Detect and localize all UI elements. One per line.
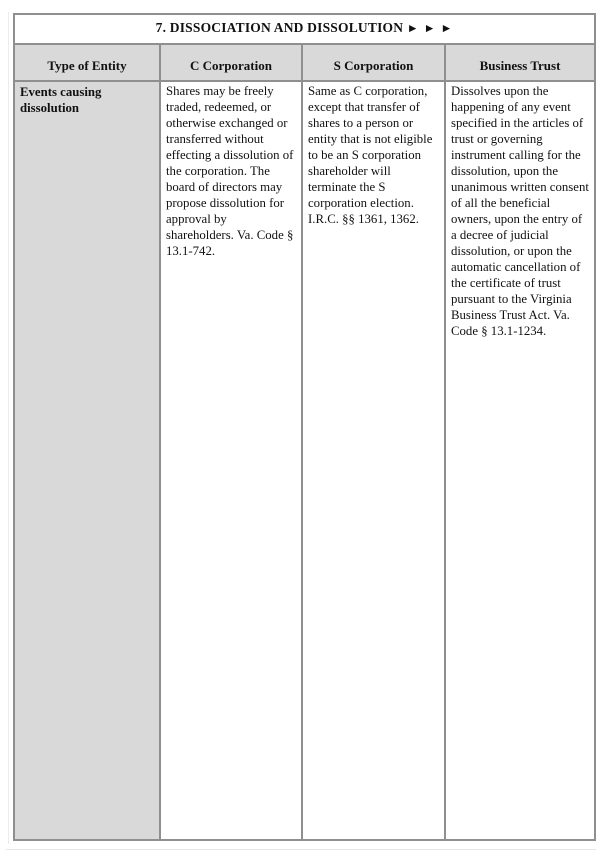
column-header-type-of-entity: Type of Entity xyxy=(14,44,160,80)
triple-arrow-icon: ► ► ► xyxy=(406,21,454,36)
row-label-events-causing-dissolution: Events causing dissolution xyxy=(14,81,160,840)
column-header-business-trust: Business Trust xyxy=(445,44,595,80)
column-header-c-corporation: C Corporation xyxy=(160,44,302,80)
scan-artifact-horizontal-line xyxy=(6,849,596,850)
cell-c-corporation-dissolution: Shares may be freely traded, redeemed, or otherwise exchanged or transferred without effecting a dissolution of the corporation. The board of directors may propose dissolution for approval by shareholders. Va. Code § 13.1-742. xyxy=(160,81,302,840)
table-title xyxy=(14,14,595,44)
table-title-text: 7. DISSOCIATION AND DISSOLUTION xyxy=(155,20,404,36)
dissolution-comparison-table xyxy=(13,13,596,841)
table-header-row xyxy=(14,44,595,80)
cell-s-corporation-dissolution: Same as C corporation, except that transfer of shares to a person or entity that is not eligible to be an S corporation shareholder will terminate the S corporation election. I.R.C. §§ 1361, 1362. xyxy=(302,81,445,840)
table-title-row xyxy=(14,14,595,44)
scan-artifact-vertical-line xyxy=(8,12,9,844)
table-row-events-causing-dissolution xyxy=(14,81,595,840)
column-header-s-corporation: S Corporation xyxy=(302,44,445,80)
cell-business-trust-dissolution: Dissolves upon the happening of any event specified in the articles of trust or governing instrument calling for the dissolution, upon the unanimous written consent of all the beneficial owners, upon the entry of a decree of judicial dissolution, or upon the automatic cancellation of the certificate of trust pursuant to the Virginia Business Trust Act. Va. Code § 13.1-1234. xyxy=(445,81,595,840)
